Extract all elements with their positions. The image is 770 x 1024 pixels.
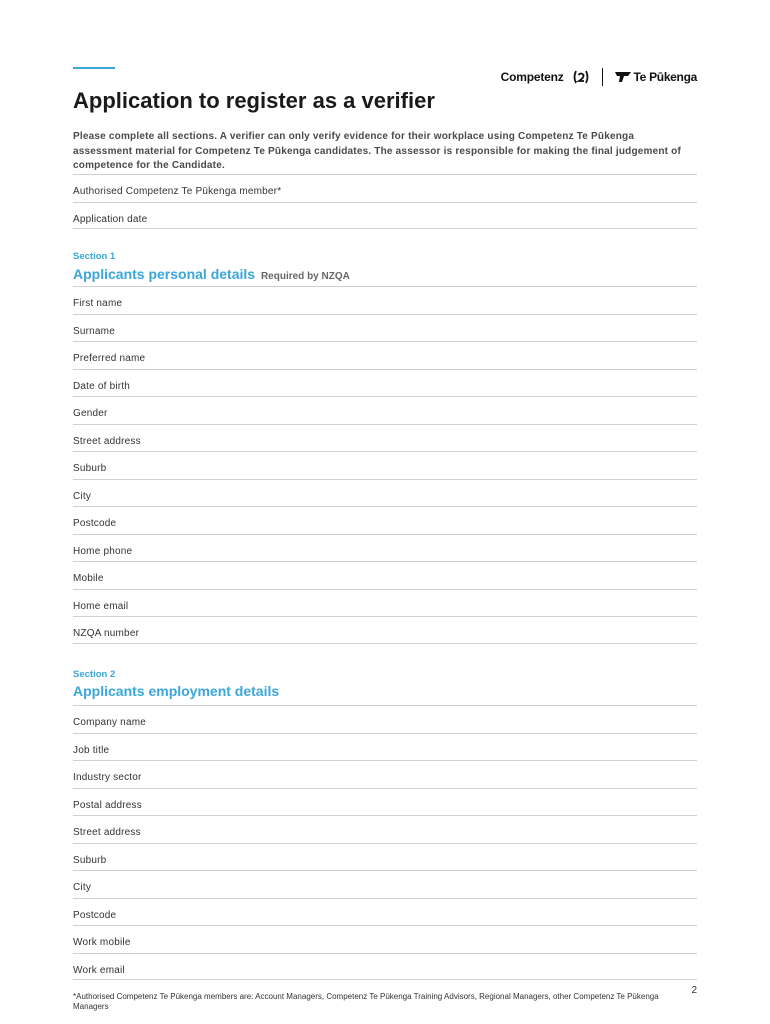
section2-kicker: Section 2 — [73, 669, 116, 680]
field-label: Street address — [73, 435, 141, 447]
field-label: Gender — [73, 408, 108, 419]
tepukenga-logo-text: Te Pūkenga — [633, 70, 697, 84]
field-label: Work email — [73, 964, 125, 976]
page-title: Application to register as a verifier — [73, 88, 435, 113]
field-industry-sector[interactable] — [73, 760, 697, 788]
field-label: City — [73, 490, 92, 502]
field-city[interactable] — [73, 479, 697, 507]
header-logos — [501, 68, 697, 86]
field-application-date[interactable] — [73, 202, 697, 230]
field-work-postcode[interactable] — [73, 898, 697, 926]
field-first-name[interactable] — [73, 286, 697, 314]
field-home-phone[interactable] — [73, 534, 697, 562]
logo-divider — [602, 68, 603, 86]
field-preferred-name[interactable] — [73, 341, 697, 369]
page-number: 2 — [691, 985, 697, 996]
field-label: Postcode — [73, 909, 117, 921]
field-work-street-address[interactable] — [73, 815, 697, 843]
competenz-logo-text: Competenz — [500, 70, 564, 84]
field-label: Suburb — [73, 463, 107, 474]
field-gender[interactable] — [73, 396, 697, 424]
field-label: Authorised Competenz Te Pūkenga member* — [73, 186, 282, 197]
field-label: Home phone — [73, 545, 133, 557]
field-label: Postal address — [73, 799, 142, 811]
section1-heading-text: Applicants personal details — [73, 266, 256, 282]
field-date-of-birth[interactable] — [73, 369, 697, 397]
field-label: Company name — [73, 717, 146, 728]
field-job-title[interactable] — [73, 733, 697, 761]
competenz-logo-icon — [572, 68, 590, 86]
section2-fields — [73, 705, 697, 980]
field-label: Date of birth — [73, 380, 131, 392]
field-label: NZQA number — [73, 628, 140, 639]
field-label: Mobile — [73, 573, 104, 584]
intro-text: Please complete all sections. A verifier can only verify evidence for their workplace using Competenz Te Pūkenga assessment material for Competenz Te Pūkenga candidates. The assessor is responsible for making the final judgement of competence for the Candidate. — [73, 131, 682, 171]
field-company-name[interactable] — [73, 705, 697, 733]
field-postal-address[interactable] — [73, 788, 697, 816]
field-label: Home email — [73, 600, 129, 612]
top-fields — [73, 174, 697, 229]
field-label: City — [73, 882, 92, 893]
field-label: Postcode — [73, 518, 117, 529]
tepukenga-logo — [615, 70, 697, 84]
field-label: First name — [73, 298, 123, 309]
section1-kicker: Section 1 — [73, 251, 116, 262]
field-work-email[interactable] — [73, 953, 697, 981]
field-nzqa-number[interactable] — [73, 616, 697, 644]
field-work-mobile[interactable] — [73, 925, 697, 953]
field-label: Job title — [73, 744, 110, 756]
section2-heading: Applicants employment details — [73, 683, 280, 699]
field-postcode[interactable] — [73, 506, 697, 534]
field-surname[interactable] — [73, 314, 697, 342]
field-label: Street address — [73, 827, 141, 838]
field-home-email[interactable] — [73, 589, 697, 617]
tepukenga-logo-icon — [615, 71, 631, 83]
field-street-address[interactable] — [73, 424, 697, 452]
field-label: Preferred name — [73, 353, 146, 364]
field-label: Industry sector — [73, 772, 142, 783]
field-work-city[interactable] — [73, 870, 697, 898]
footnote: *Authorised Competenz Te Pūkenga members are: Account Managers, Competenz Te Pūkenga Training Advisors, Regional Managers, other Competenz Te Pūkenga Managers — [73, 992, 659, 1011]
field-label: Suburb — [73, 854, 107, 866]
field-label: Work mobile — [73, 937, 131, 948]
field-work-suburb[interactable] — [73, 843, 697, 871]
field-authorised-member[interactable] — [73, 174, 697, 202]
section1-fields — [73, 286, 697, 644]
field-mobile[interactable] — [73, 561, 697, 589]
field-suburb[interactable] — [73, 451, 697, 479]
field-label: Application date — [73, 213, 148, 225]
section1-heading — [73, 266, 350, 282]
section1-required-note: Required by NZQA — [260, 271, 350, 282]
header-accent-bar — [73, 67, 115, 69]
field-label: Surname — [73, 325, 115, 337]
